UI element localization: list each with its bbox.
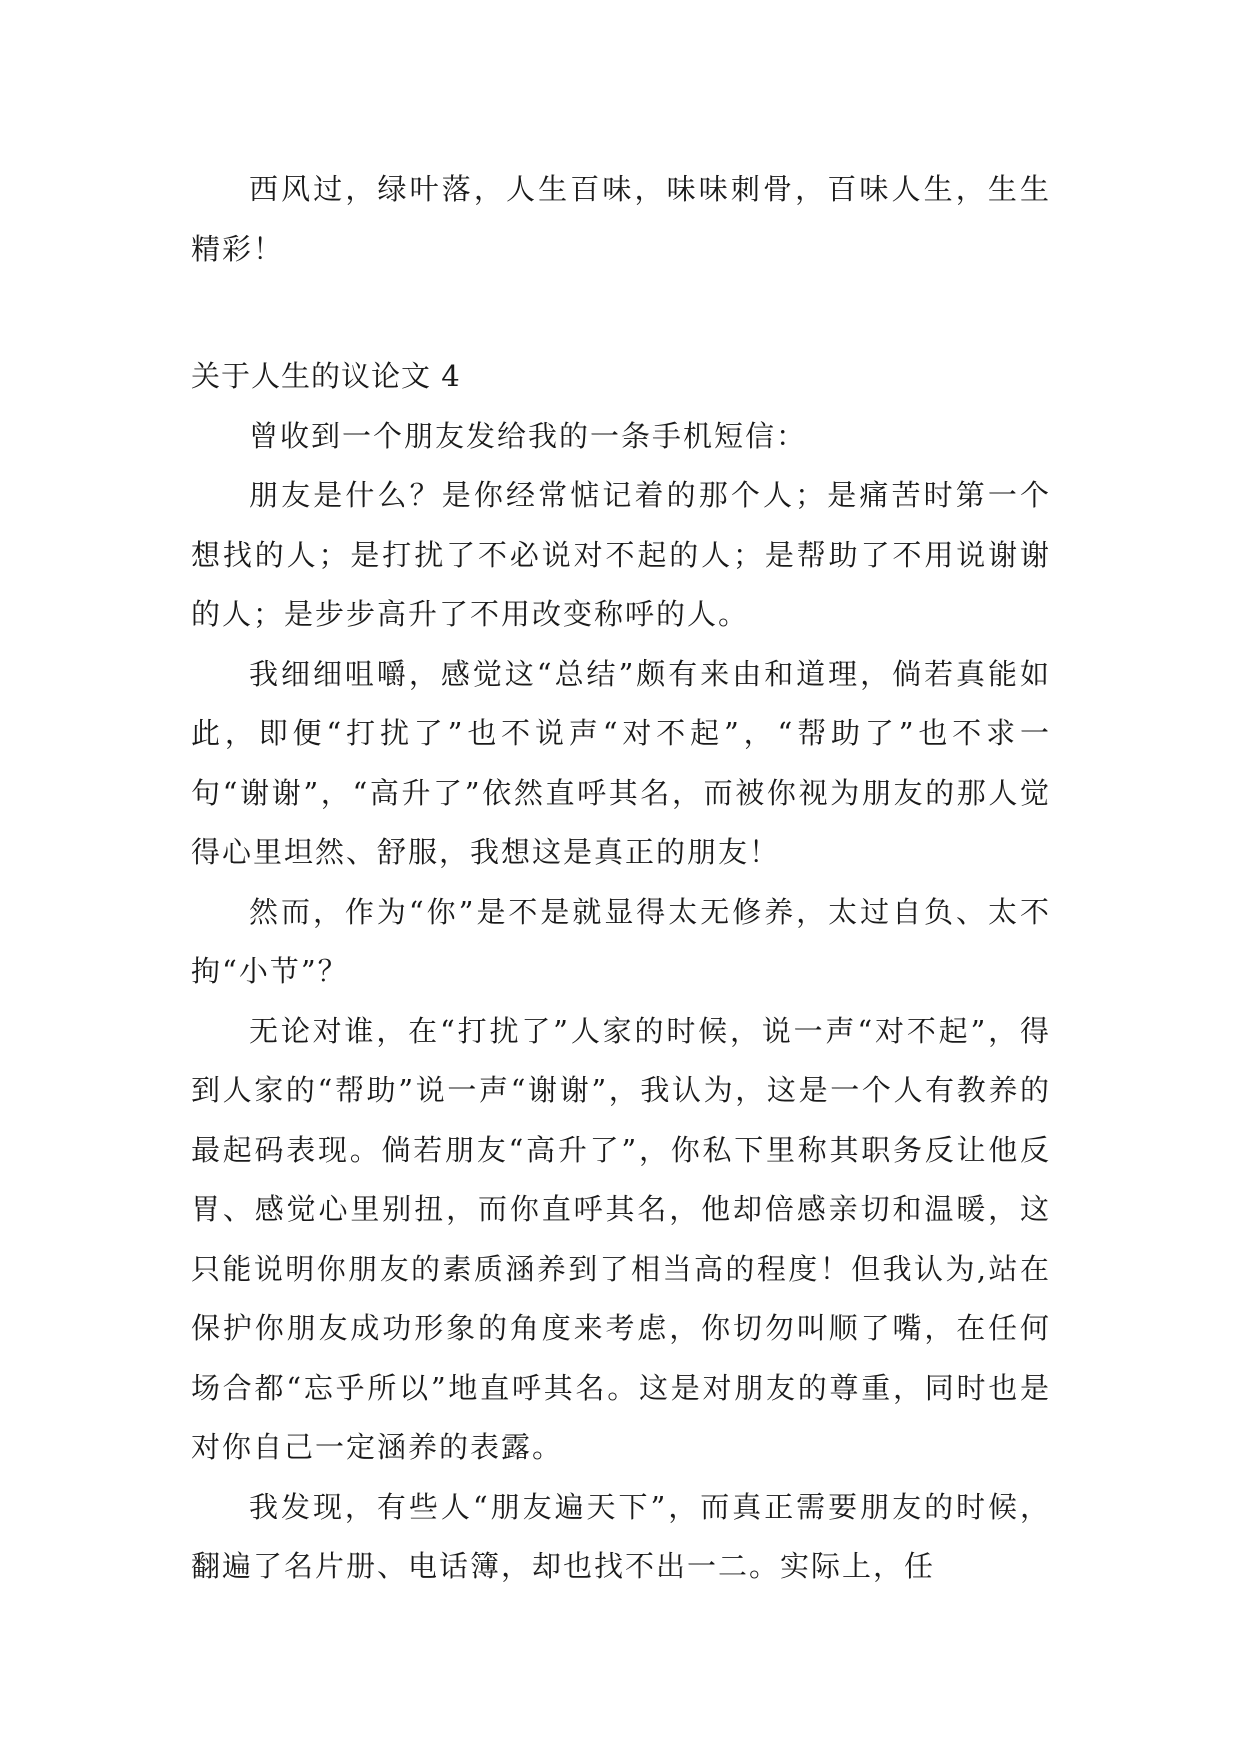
section-spacer: [191, 279, 1051, 347]
intro-paragraph: 西风过，绿叶落，人生百味，味味刺骨，百味人生，生生精彩！: [191, 172, 1051, 266]
body-paragraph-2: 朋友是什么？是你经常惦记着的那个人；是痛苦时第一个想找的人；是打扰了不必说对不起的人；是帮助了不用说谢谢的人；是步步高升了不用改变称呼的人。: [191, 478, 1051, 631]
document-body: [191, 160, 1051, 1597]
body-paragraph-3: 我细细咀嚼，感觉这“总结”颇有来由和道理，倘若真能如此，即便“打扰了”也不说声“对不起”，“帮助了”也不求一句“谢谢”，“高升了”依然直呼其名，而被你视为朋友的那人觉得心里坦然、舒服，我想这是真正的朋友！: [191, 656, 1051, 869]
body-paragraph-4: 然而，作为“你”是不是就显得太无修养，太过自负、太不拘“小节”？: [191, 894, 1051, 988]
body-paragraph-5: 无论对谁，在“打扰了”人家的时候，说一声“对不起”，得到人家的“帮助”说一声“谢谢”，我认为，这是一个人有教养的最起码表现。倘若朋友“高升了”，你私下里称其职务反让他反胃、感觉心里别扭，而你直呼其名，他却倍感亲切和温暖，这只能说明你朋友的素质涵养到了相当高的程度！但我认为,站在保护你朋友成功形象的角度来考虑，你切勿叫顺了嘴，在任何场合都“忘乎所以”地直呼其名。这是对朋友的尊重，同时也是对你自己一定涵养的表露。: [191, 1013, 1051, 1464]
body-paragraph-1: 曾收到一个朋友发给我的一条手机短信：: [249, 418, 808, 453]
body-paragraph-6: 我发现，有些人“朋友遍天下”，而真正需要朋友的时候，翻遍了名片册、电话簿，却也找不出一二。实际上，任: [191, 1489, 1051, 1583]
section-title: 关于人生的议论文 4: [191, 359, 461, 393]
